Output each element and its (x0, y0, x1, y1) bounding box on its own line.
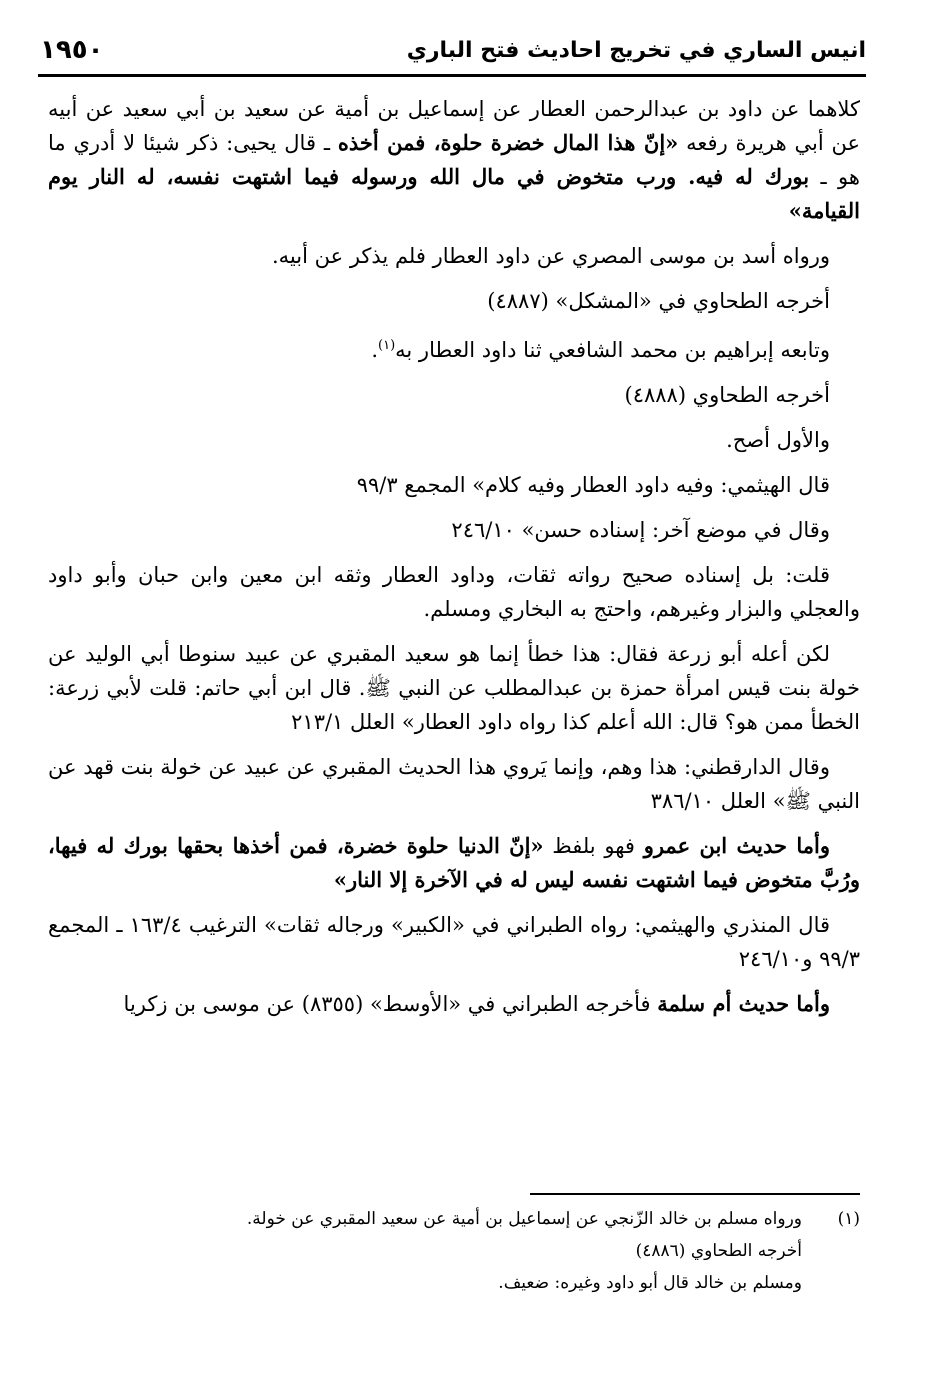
paragraph (48, 750, 860, 818)
paragraph (48, 378, 860, 412)
paragraph (48, 468, 860, 502)
text-run: كلاهما عن داود بن عبدالرحمن العطار عن إسماعيل بن أمية عن سعيد بن أبي سعيد عن أبيه عن أبي هريرة رفعه (48, 97, 860, 155)
text-run: أخرجه الطحاوي (٤٨٨٨) (624, 383, 830, 407)
paragraph (48, 987, 860, 1021)
paragraph (48, 829, 860, 897)
footnote-line (90, 1267, 860, 1299)
footnote-text: ومسلم بن خالد قال أبو داود وغيره: ضعيف. (498, 1273, 802, 1293)
paragraph (48, 908, 860, 976)
footnote-number: (١) (837, 1209, 860, 1229)
text-run: لكن أعله أبو زرعة فقال: هذا خطأ إنما هو سعيد المقبري عن عبيد سنوطا أبي الوليد عن خولة بنت قيس امرأة حمزة بن عبدالمطلب عن النبي ﷺ. قال ابن أبي حاتم: قلت لأبي زرعة: الخطأ ممن هو؟ قال: الله أعلم كذا رواه داود العطار» العلل ٢١٣/١ (48, 642, 860, 734)
footnote-text: أخرجه الطحاوي (٤٨٨٦) (635, 1241, 802, 1261)
bold-text: «إنّ الدنيا حلوة خضرة، فمن أخذها بحقها بورك له فيها، ورُبَّ متخوض فيما اشتهت نفسه ليس له في الآخرة إلا النار» (48, 833, 860, 892)
paragraph (48, 284, 860, 318)
text-run: . (371, 338, 379, 362)
main-text (48, 92, 860, 1032)
bold-text: بورك له فيه. ورب متخوض في مال الله ورسوله فيما اشتهت نفسه، له النار يوم القيامة» (48, 164, 860, 223)
paragraph (48, 513, 860, 547)
paragraph (48, 92, 860, 228)
text-run: ورواه أسد بن موسى المصري عن داود العطار فلم يذكر عن أبيه. (272, 244, 830, 268)
text-run: فأخرجه الطبراني في «الأوسط» (٨٣٥٥) عن موسى بن زكريا (123, 992, 658, 1016)
bold-text: وأما حديث أم سلمة (657, 991, 830, 1016)
text-run: أخرجه الطحاوي في «المشكل» (٤٨٨٧) (487, 289, 830, 313)
running-title: انيس الساري في تخريج احاديث فتح الباري (406, 37, 866, 63)
footnote-text: ورواه مسلم بن خالد الزّنجي عن إسماعيل بن أمية عن سعيد المقبري عن خولة. (246, 1209, 802, 1229)
page-number: ١٩٥٠ (40, 35, 104, 65)
header-rule (38, 74, 866, 77)
paragraph (48, 239, 860, 273)
text-run: وتابعه إبراهيم بن محمد الشافعي ثنا داود العطار به (395, 338, 830, 362)
text-run: والأول أصح. (726, 428, 830, 452)
text-run: قال المنذري والهيثمي: رواه الطبراني في «الكبير» ورجاله ثقات» الترغيب ١٦٣/٤ ـ المجمع ٩٩/٣ و٢٤٦/١٠ (48, 913, 860, 971)
paragraph (48, 329, 860, 367)
bold-text: وأما حديث ابن عمرو (643, 833, 830, 858)
paragraph (48, 558, 860, 626)
footnote-line (90, 1235, 860, 1267)
text-run: وقال في موضع آخر: إسناده حسن» ٢٤٦/١٠ (451, 518, 830, 542)
text-run: قلت: بل إسناده صحيح رواته ثقات، وداود العطار وثقه ابن معين وابن حبان وأبو داود والعجلي والبزار وغيرهم، واحتج به البخاري ومسلم. (48, 563, 860, 621)
footnotes (90, 1203, 860, 1299)
text-run: فهو بلفظ (543, 834, 644, 858)
paragraph (48, 637, 860, 739)
text-run: قال الهيثمي: وفيه داود العطار وفيه كلام» المجمع ٩٩/٣ (356, 473, 830, 497)
text-run: ـ قال يحيى: ذكر شيئا لا أدري ما هو ـ (48, 131, 860, 189)
footnote-marker: (١) (378, 338, 396, 353)
footnote-line (90, 1203, 860, 1235)
footnote-separator (530, 1193, 860, 1195)
text-run: وقال الدارقطني: هذا وهم، وإنما يَروي هذا الحديث المقبري عن عبيد عن خولة بنت قهد عن النبي ﷺ» العلل ٣٨٦/١٠ (48, 755, 860, 813)
bold-text: «إنّ هذا المال خضرة حلوة، فمن أخذه (337, 130, 679, 155)
paragraph (48, 423, 860, 457)
page-header (40, 28, 866, 72)
